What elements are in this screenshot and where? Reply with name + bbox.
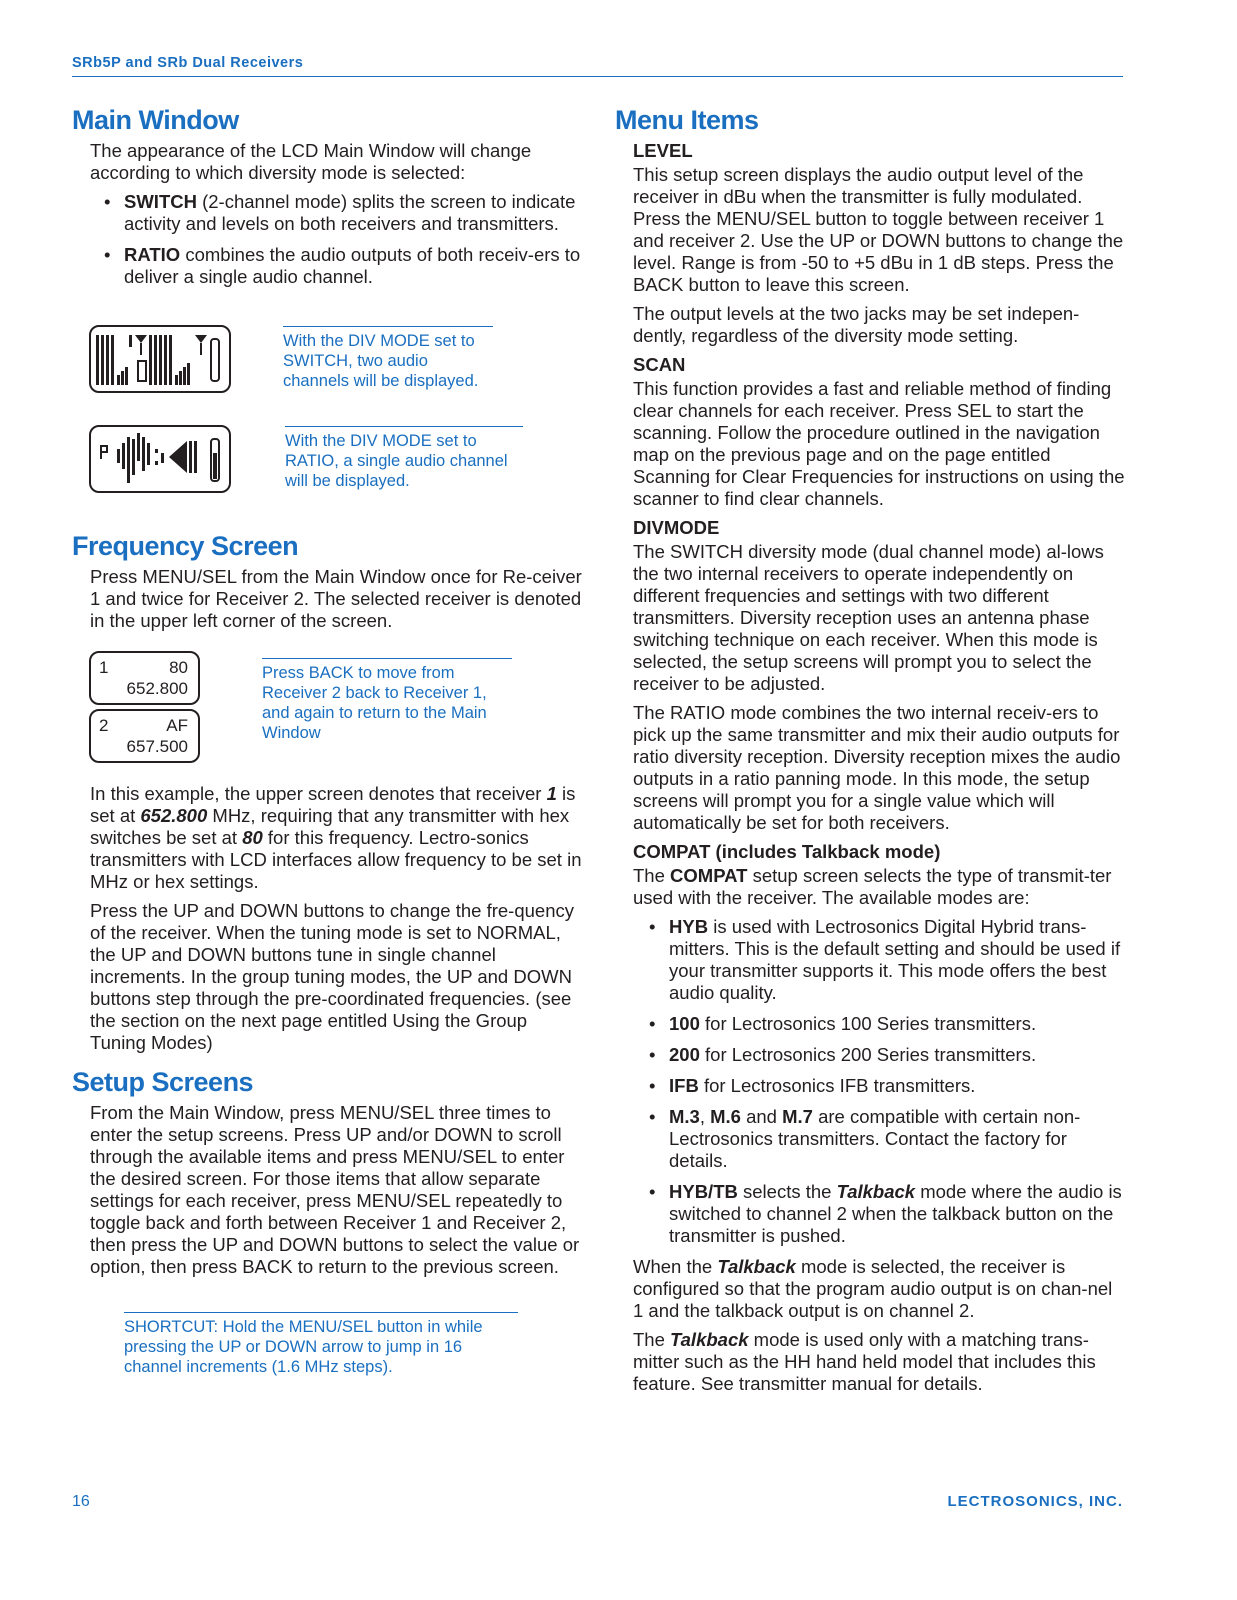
list-item: • M.3, M.6 and M.7 are compatible with certain non-Lectrosonics transmitters. Contact the factory for details. (669, 1106, 1127, 1172)
frequency-lcd-receiver-2: 2 AF 657.500 (89, 709, 200, 763)
talkback-paragraph-2: The Talkback mode is used only with a matching trans-mitter such as the HH hand held model that includes this feature. See transmitter manual for details. (633, 1329, 1096, 1394)
list-item: • HYB/TB selects the Talkback mode where the audio is switched to channel 2 when the talkback button on the transmitter is pushed. (669, 1181, 1127, 1247)
frequency-screen-heading: Frequency Screen (72, 531, 299, 561)
page-number: 16 (72, 1493, 90, 1510)
compat-intro: The COMPAT setup screen selects the type of transmit-ter used with the receiver. The available modes are: (633, 865, 1112, 908)
level-paragraph-1: This setup screen displays the audio output level of the receiver in dBu when the transmitter is fully modulated. Press the MENU/SEL button to toggle between receiver 1 and receiver 2. Use the UP or DOWN buttons to change the level. Range is from -50 to +5 dBu in 1 dB steps. Press the BACK button to leave this screen. (633, 164, 1124, 295)
list-item: • RATIO combines the audio outputs of both receiv-ers to deliver a single audio channel. (124, 244, 582, 288)
divmode-paragraph-2: The RATIO mode combines the two internal receiv-ers to pick up the same transmitter and mix their audio outputs for ratio diversity reception. Diversity reception mixes the audio outputs in a ratio panning mode. In this mode, the setup screens will prompt you for a single value which will automatically be set for both receivers. (633, 702, 1121, 833)
setup-screens-section (72, 1062, 582, 1285)
list-item: • SWITCH (2-channel mode) splits the screen to indicate activity and levels on both receivers and transmitters. (124, 191, 582, 235)
lcd-switch-mode-image (89, 325, 231, 393)
diversity-mode-list (72, 191, 582, 288)
compat-title: COMPAT (includes Talkback mode) (633, 841, 941, 862)
frequency-screen-intro: Press MENU/SEL from the Main Window once for Re-ceiver 1 and twice for Receiver 2. The selected receiver is denoted in the upper left corner of the screen. (90, 566, 582, 631)
list-item: • 100 for Lectrosonics 100 Series transmitters. (669, 1013, 1127, 1035)
level-title: LEVEL (633, 140, 693, 161)
divmode-title: DIVMODE (633, 517, 720, 538)
footer-company: LECTROSONICS, INC. (947, 1493, 1123, 1510)
talkback-paragraph-1: When the Talkback mode is selected, the receiver is configured so that the program audio output is on chan-nel 1 and the talkback output is on channel 2. (633, 1256, 1113, 1321)
caption-switch-mode: With the DIV MODE set to SWITCH, two audio channels will be displayed. (283, 326, 493, 391)
frequency-screen-section (72, 526, 582, 639)
header-rule (72, 76, 1123, 77)
frequency-tuning-paragraph: Press the UP and DOWN buttons to change the fre-quency of the receiver. When the tuning mode is set to NORMAL, the UP and DOWN buttons tune in single channel increments. In the group tuning modes, the UP and DOWN buttons step through the pre-coordinated frequencies. (see the section on the next page entitled Using the Group Tuning Modes) (90, 900, 574, 1053)
left-column (72, 100, 582, 297)
list-item: • IFB for Lectrosonics IFB transmitters. (669, 1075, 1127, 1097)
running-header: SRb5P and SRb Dual Receivers (72, 55, 304, 71)
frequency-screen-body (72, 783, 582, 1061)
setup-screens-paragraph: From the Main Window, press MENU/SEL three times to enter the setup screens. Press UP and/or DOWN to scroll through the available items and press MENU/SEL to enter the desired screen. For those items that allow separate settings for each receiver, press MENU/SEL repeatedly to toggle back and forth between Receiver 1 and Receiver 2, then press the UP and DOWN buttons to select the value or option, then press BACK to return to the previous screen. (90, 1102, 580, 1277)
main-window-heading: Main Window (72, 105, 239, 135)
right-column (615, 100, 1127, 1402)
caption-ratio-mode: With the DIV MODE set to RATIO, a single audio channel will be displayed. (285, 426, 523, 491)
scan-paragraph: This function provides a fast and reliable method of finding clear channels for each receiver. Press SEL to start the scanning. Follow the procedure outlined in the navigation map on the previous page and on the page entitled Scanning for Clear Frequencies for instructions on using the scanner to find clear channels. (633, 378, 1125, 509)
list-item: • 200 for Lectrosonics 200 Series transmitters. (669, 1044, 1127, 1066)
compat-mode-list (615, 916, 1127, 1247)
setup-screens-heading: Setup Screens (72, 1067, 254, 1097)
divmode-paragraph-1: The SWITCH diversity mode (dual channel mode) al-lows the two internal receivers to operate independently on different frequencies and settings with two different transmitters. Diversity reception uses an antenna phase switching technique on each receiver. When this mode is selected, the setup screens will prompt you to select the receiver to be adjusted. (633, 541, 1104, 694)
frequency-example-paragraph: In this example, the upper screen denotes that receiver 1 is set at 652.800 MHz, requiring that any transmitter with hex switches be set at 80 for this frequency. Lectro-sonics transmitters with LCD interfaces allow frequency to be set in MHz or hex settings. (90, 783, 582, 892)
list-item: • HYB is used with Lectrosonics Digital Hybrid trans-mitters. This is the default setting and should be used if your transmitter supports it. This mode offers the best audio quality. (669, 916, 1127, 1004)
main-window-intro: The appearance of the LCD Main Window will change according to which diversity mode is selected: (90, 140, 532, 183)
menu-items-heading: Menu Items (615, 105, 759, 135)
level-paragraph-2: The output levels at the two jacks may be set indepen-dently, regardless of the diversity mode setting. (633, 303, 1080, 346)
lcd-ratio-mode-image (89, 425, 231, 493)
shortcut-note: SHORTCUT: Hold the MENU/SEL button in while pressing the UP or DOWN arrow to jump in 16 channel increments (1.6 MHz steps). (124, 1312, 518, 1377)
caption-back-button: Press BACK to move from Receiver 2 back to Receiver 1, and again to return to the Main Window (262, 658, 512, 743)
frequency-lcd-receiver-1: 1 80 652.800 (89, 651, 200, 705)
scan-title: SCAN (633, 354, 686, 375)
